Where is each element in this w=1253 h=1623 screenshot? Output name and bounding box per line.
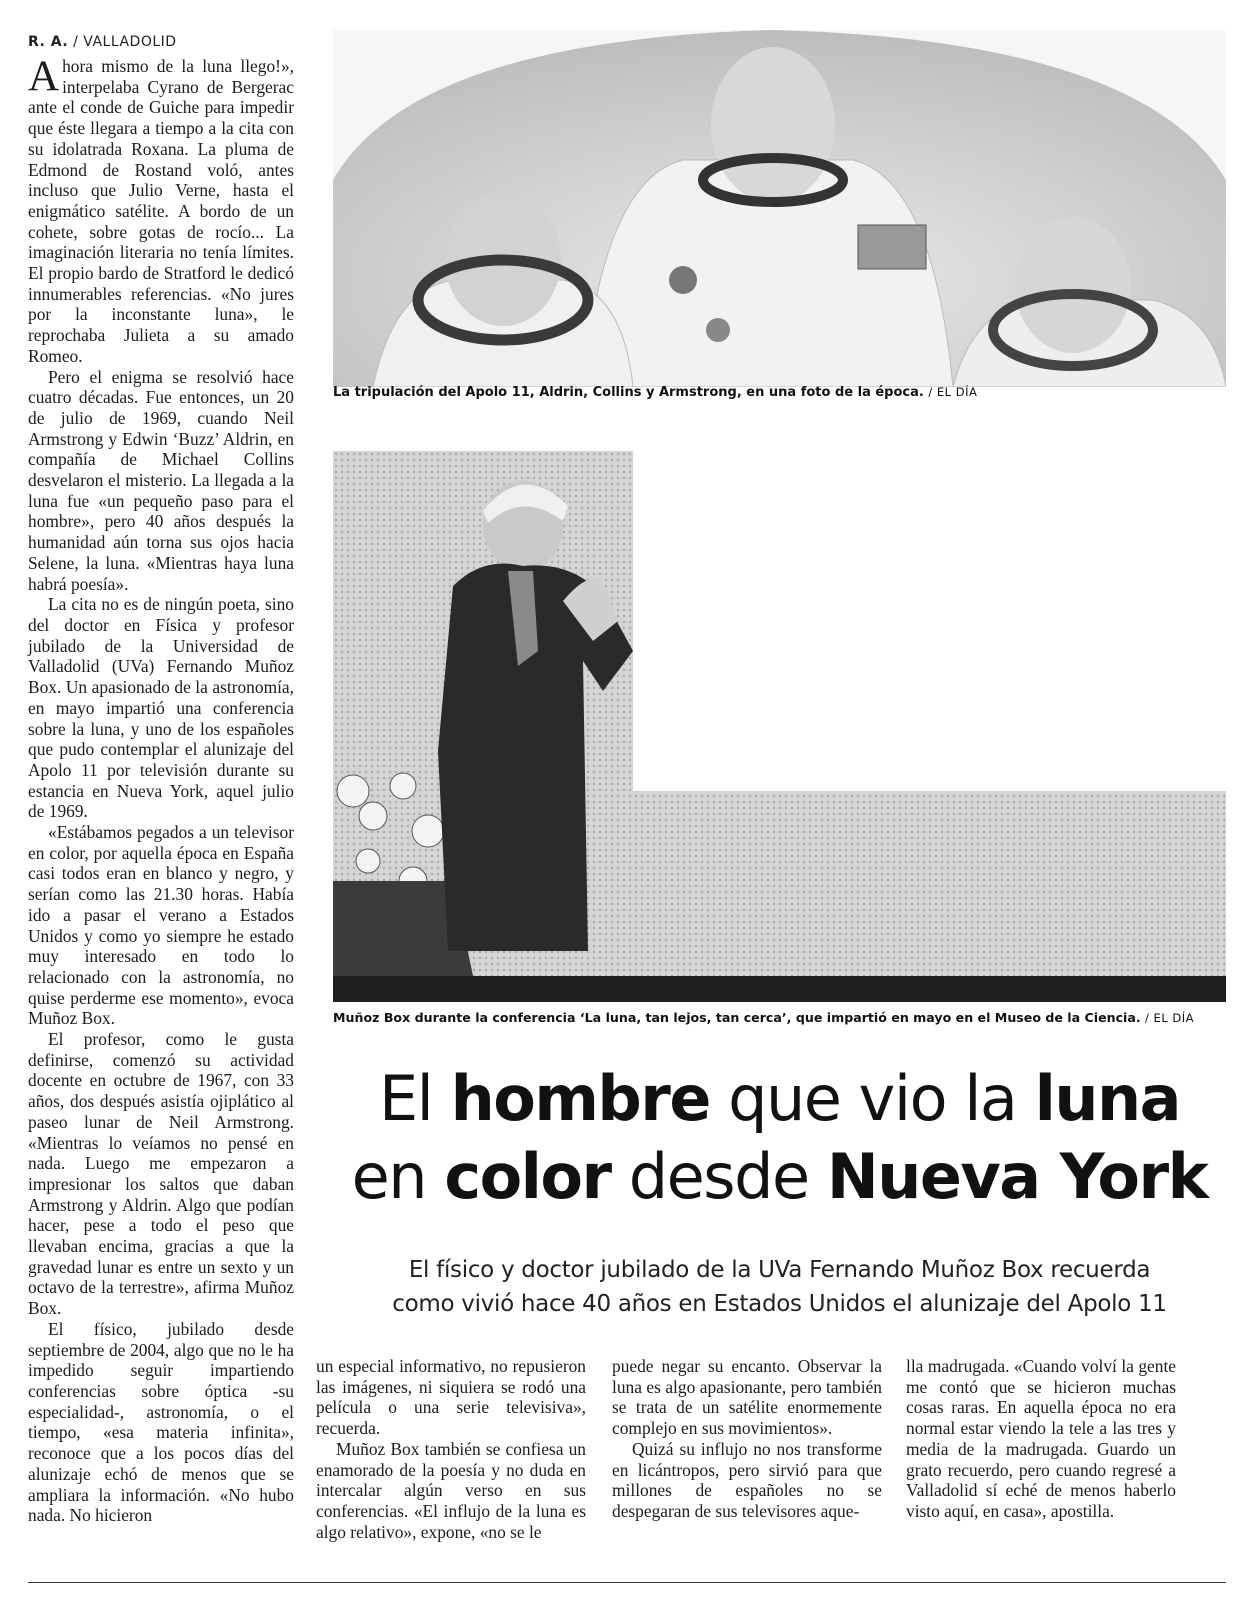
article-column-4 <box>906 1356 1176 1522</box>
paragraph: El profesor, como le gusta definirse, comenzó su actividad docente en octubre de 1967, con 33 años, dos después asistía ojiplático al paseo lunar de Neil Armstrong. «Mientras lo veíamos no pensé en nada. Luego me empezaron a impresionar los saltos que daban Armstrong y Aldrin. Algo que podían hacer, pese a todo el peso que llevaban encima, gracias a que la gravedad lunar es entre un sexto y un octavo de la terrestre», afirma Muñoz Box. <box>28 1029 294 1319</box>
paragraph-text: hora mismo de la luna llego!», interpelaba Cyrano de Bergerac ante el conde de Guiche para impedir que éste llegara a tiempo a la cita con su idolatrada Roxana. La pluma de Edmond de Rostand voló, antes incluso que Julio Verne, hasta el enigmático satélite. A bordo de un cohete, sobre gotas de rocío... La imaginación literaria no tenía límites. El propio bardo de Stratford le dedicó innumerables referencias. «No jures por la inconstante luna», le reprochaba Julieta a su amado Romeo. <box>28 56 294 366</box>
headline-word: en <box>351 1140 445 1213</box>
conference-illustration <box>333 451 1226 1002</box>
conference-photo <box>333 451 1226 1002</box>
byline-author: R. A. <box>28 34 69 50</box>
headline-word-bold: luna <box>1034 1062 1181 1135</box>
headline-word: que vio la <box>709 1062 1035 1135</box>
article-column-1 <box>28 53 294 1526</box>
photo1-caption <box>333 385 977 400</box>
photo2-caption <box>333 1010 1194 1025</box>
caption-text: La tripulación del Apolo 11, Aldrin, Collins y Armstrong, en una foto de la época. <box>333 385 924 400</box>
headline-line-1 <box>333 1062 1226 1136</box>
headline-word-bold: hombre <box>450 1062 710 1135</box>
caption-text: Muñoz Box durante la conferencia ‘La luna, tan lejos, tan cerca’, que impartió en mayo en el Museo de la Ciencia. <box>333 1010 1141 1025</box>
apollo-crew-illustration <box>333 30 1226 387</box>
headline-word: desde <box>610 1140 827 1213</box>
deck-line-1: El físico y doctor jubilado de la UVa Fernando Muñoz Box recuerda <box>408 1257 1151 1283</box>
paragraph: Quizá su influjo no nos transforme en licántropos, pero sirvió para que millones de españoles no se despegaran de sus televisores aque- <box>612 1438 882 1521</box>
paragraph: un especial informativo, no repusieron las imágenes, ni siquiera se rodó una película o una serie televisiva», recuerda. <box>316 1356 586 1439</box>
paragraph <box>28 53 294 367</box>
paragraph: La cita no es de ningún poeta, sino del doctor en Física y profesor jubilado de la Universidad de Valladolid (UVa) Fernando Muñoz Box. Un apasionado de la astronomía, en mayo impartió una conferencia sobre la luna, y uno de los españoles que pudo contemplar el alunizaje del Apolo 11 por televisión durante su estancia en Nueva York, aquel julio de 1969. <box>28 594 294 822</box>
photo-credit: / EL DÍA <box>1145 1011 1195 1025</box>
deck-line-2: como vivió hace 40 años en Estados Unidos el alunizaje del Apolo 11 <box>392 1291 1167 1317</box>
headline-line-2 <box>333 1140 1226 1214</box>
byline <box>28 34 177 50</box>
paragraph: puede negar su encanto. Observar la luna es algo apasionante, pero también se trata de un satélite enormemente complejo en sus movimientos». <box>612 1356 882 1439</box>
drop-cap: A <box>28 53 60 100</box>
headline-word: El <box>378 1062 451 1135</box>
headline-word-bold: Nueva York <box>826 1140 1208 1213</box>
article-column-3 <box>612 1356 882 1522</box>
apollo-crew-photo <box>333 30 1226 387</box>
bottom-rule <box>28 1582 1226 1583</box>
paragraph: «Estábamos pegados a un televisor en color, por aquella época en España casi todos eran en blanco y negro, y serían como las 21.30 horas. Había ido a pasar el verano a Estados Unidos y como yo siempre he estado muy interesado en todo lo relacionado con la astronomía, no quise perderme ese momento», evoca Muñoz Box. <box>28 822 294 1029</box>
article-column-2 <box>316 1356 586 1542</box>
headline-word-bold: color <box>444 1140 611 1213</box>
byline-place: VALLADOLID <box>83 34 177 50</box>
byline-separator: / <box>68 34 84 50</box>
paragraph: Pero el enigma se resolvió hace cuatro décadas. Fue entonces, un 20 de julio de 1969, cuando Neil Armstrong y Edwin ‘Buzz’ Aldrin, en compañía de Michael Collins desvelaron el misterio. La llegada a la luna fue «un pequeño paso para el hombre», pero 40 años después la humanidad aún torna sus ojos hacia Selene, la luna. «Mientras haya luna habrá poesía». <box>28 366 294 594</box>
photo-credit: / EL DÍA <box>928 385 978 399</box>
paragraph: El físico, jubilado desde septiembre de 2004, algo que no le ha impedido seguir impartiendo conferencias sobre óptica -su especialidad-, astronomía, o el tiempo, «esa materia infinita», reconoce que a los pocos días del alunizaje echó de menos que se ampliara la información. «No hubo nada. No hicieron <box>28 1318 294 1526</box>
paragraph: Muñoz Box también se confiesa un enamorado de la poesía y no duda en intercalar algún verso en sus conferencias. «El influjo de la luna es algo relativo», expone, «no se le <box>316 1438 586 1542</box>
paragraph: lla madrugada. «Cuando volví la gente me contó que se hicieron muchas cosas raras. En aquella época no era normal estar viendo la tele a las tres y media de la madrugada. Guardo un grato recuerdo, pero cuando regresé a Valladolid sí eché de menos haberlo visto aquí, en casa», apostilla. <box>906 1356 1176 1521</box>
